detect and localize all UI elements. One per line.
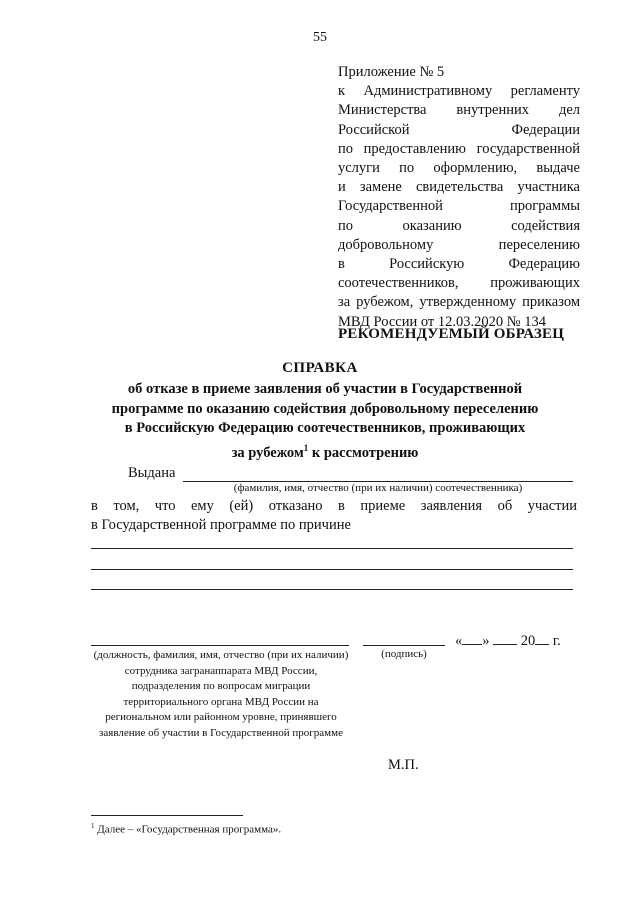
footnote-text: Далее – «Государственная программа». (94, 823, 282, 836)
document-subtitle (60, 380, 590, 463)
annex-line: по оказанию содействия (338, 217, 580, 234)
annex-line: услуги по оформлению, выдаче (338, 160, 580, 177)
subtitle-line: в Российскую Федерацию соотечественников, проживающих (124, 420, 526, 436)
signature-hint: (подпись) (381, 648, 427, 660)
annex-line: Министерства внутренних дел (338, 102, 580, 119)
refusal-text (91, 497, 577, 535)
issued-label: Выдана (128, 465, 176, 481)
signature-field-line[interactable] (363, 645, 445, 646)
date-open-quote: « (455, 633, 463, 649)
footnote-mark: 1 (91, 822, 95, 830)
date-close-quote: » (482, 633, 490, 649)
annex-line: соотечественников, проживающих (338, 275, 580, 292)
issued-hint: (фамилия, имя, отчество (при их наличии) соотечественника) (233, 482, 523, 494)
date-year-prefix: 20 (520, 633, 536, 649)
date-field[interactable] (455, 632, 561, 650)
subtitle-line (60, 439, 590, 463)
official-field-line[interactable] (91, 645, 349, 646)
annex-line: по предоставлению государственной (338, 140, 580, 157)
date-day-blank[interactable] (462, 632, 482, 645)
annex-line: МВД России от 12.03.2020 № 134 (338, 313, 546, 330)
reason-field-line[interactable] (91, 548, 573, 549)
refusal-line: в Государственной программе по причине (91, 517, 351, 533)
annex-line: Приложение № 5 (338, 64, 445, 80)
annex-line: добровольному переселению (338, 236, 580, 253)
annex-line: и замене свидетельства участника (338, 179, 580, 196)
page-number: 55 (313, 30, 327, 45)
reason-field-line[interactable] (91, 569, 573, 570)
annex-line: Государственной программы (338, 198, 580, 215)
sample-label: РЕКОМЕНДУЕМЫЙ ОБРАЗЕЦ (338, 326, 565, 342)
document-title: СПРАВКА (282, 360, 358, 376)
reason-field-line[interactable] (91, 589, 573, 590)
footnote-divider (91, 815, 243, 816)
official-hint: (должность, фамилия, имя, отчество (при их наличии) сотрудника загранаппарата МВД России, подразделения по вопросам миграции территориального органа МВД России на региональном или районном уровне, принявшего заявление об участии в Государственной программе (93, 649, 349, 739)
stamp-place: М.П. (388, 757, 419, 773)
subtitle-line: об отказе в приеме заявления об участии в Государственной (127, 381, 523, 397)
refusal-line: в том, что ему (ей) отказано в приеме заявления об участии (91, 498, 577, 514)
annex-line: в Российскую Федерацию (338, 256, 580, 273)
subtitle-line: программе по оказанию содействия добровольному переселению (111, 400, 539, 417)
annex-header (338, 63, 580, 332)
annex-line: к Административному регламенту (338, 83, 580, 100)
date-year-blank[interactable] (535, 632, 549, 645)
annex-line: за рубежом, утвержденному приказом (338, 294, 580, 311)
subtitle-text: к рассмотрению (308, 444, 419, 461)
date-month-blank[interactable] (493, 632, 517, 645)
footnote (91, 822, 281, 836)
date-year-suffix: г. (552, 633, 561, 649)
footnote-reference: 1 (303, 442, 309, 453)
annex-line: Российской Федерации (338, 121, 580, 138)
subtitle-text: за рубежом (231, 444, 304, 461)
